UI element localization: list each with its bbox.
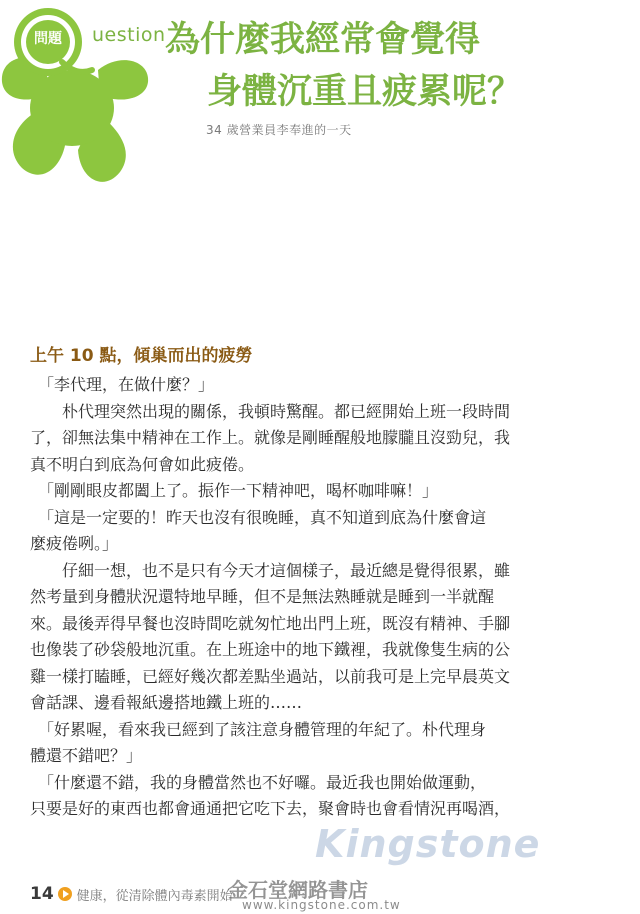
body-line: 也像裝了砂袋般地沉重。在上班途中的地下鐵裡，我就像隻生病的公 xyxy=(30,640,511,659)
page-title xyxy=(165,14,635,118)
body-line: 會話課、邊看報紙邊搭地鐵上班的…… xyxy=(30,693,303,712)
body-line: 了，卻無法集中精神在工作上。就像是剛睡醒般地朦朧且沒勁兒，我 xyxy=(30,428,511,447)
body-text xyxy=(30,372,640,823)
question-word: uestion xyxy=(92,24,166,46)
watermark-url: www.kingstone.com.tw xyxy=(242,898,401,912)
subtitle: 34 歲營業員李奉進的一天 xyxy=(206,123,352,137)
body-line: 體還不錯吧？」 xyxy=(30,746,143,765)
watermark-store-name: 金石堂網路書店 xyxy=(228,878,368,902)
body-line: 來。最後弄得早餐也沒時間吃就匆忙地出門上班，既沒有精神、手腳 xyxy=(30,613,511,633)
question-tag: 問題 xyxy=(34,31,62,47)
body-line: 雞一樣打瞌睡，已經好幾次都差點坐過站，以前我可是上完早晨英文 xyxy=(30,666,511,686)
title-line-2: 身體沉重且疲累呢？ xyxy=(207,72,523,112)
body-line: 仔細一想，也不是只有今天才這個樣子，最近總是覺得很累，雖 xyxy=(30,560,511,580)
page-footer xyxy=(30,884,233,904)
body-line: 「剛剛眼皮都闔上了。振作一下精神吧，喝杯咖啡嘛！」 xyxy=(30,481,439,500)
body-line: 真不明白到底為何會如此疲倦。 xyxy=(30,454,255,474)
body-line: 「李代理，在做什麼？」 xyxy=(30,375,215,394)
body-line: 「這是一定要的！昨天也沒有很晚睡，真不知道到底為什麼會這 xyxy=(30,507,487,527)
play-icon xyxy=(58,887,72,901)
section-heading: 上午 10 點，傾巢而出的疲勞 xyxy=(30,346,253,366)
page-number: 14 xyxy=(30,884,54,904)
body-line: 「什麼還不錯，我的身體當然也不好囉。最近我也開始做運動， xyxy=(30,772,487,792)
title-line-1: 為什麼我經常會覺得 xyxy=(165,20,481,60)
body-line: 麼疲倦咧。」 xyxy=(30,534,119,553)
body-line: 朴代理突然出現的關係，我頓時驚醒。都已經開始上班一段時間 xyxy=(30,401,511,421)
watermark-latin: Kingstone xyxy=(315,822,541,866)
body-line: 只要是好的東西也都會通通把它吃下去，聚會時也會看情況再喝酒， xyxy=(30,799,511,818)
body-line: 「好累喔，看來我已經到了該注意身體管理的年紀了。朴代理身 xyxy=(30,719,487,739)
book-title: 健康，從清除體內毒素開始 xyxy=(76,888,233,904)
body-line: 然考量到身體狀況還特地早睡，但不是無法熟睡就是睡到一半就醒 xyxy=(30,587,495,606)
